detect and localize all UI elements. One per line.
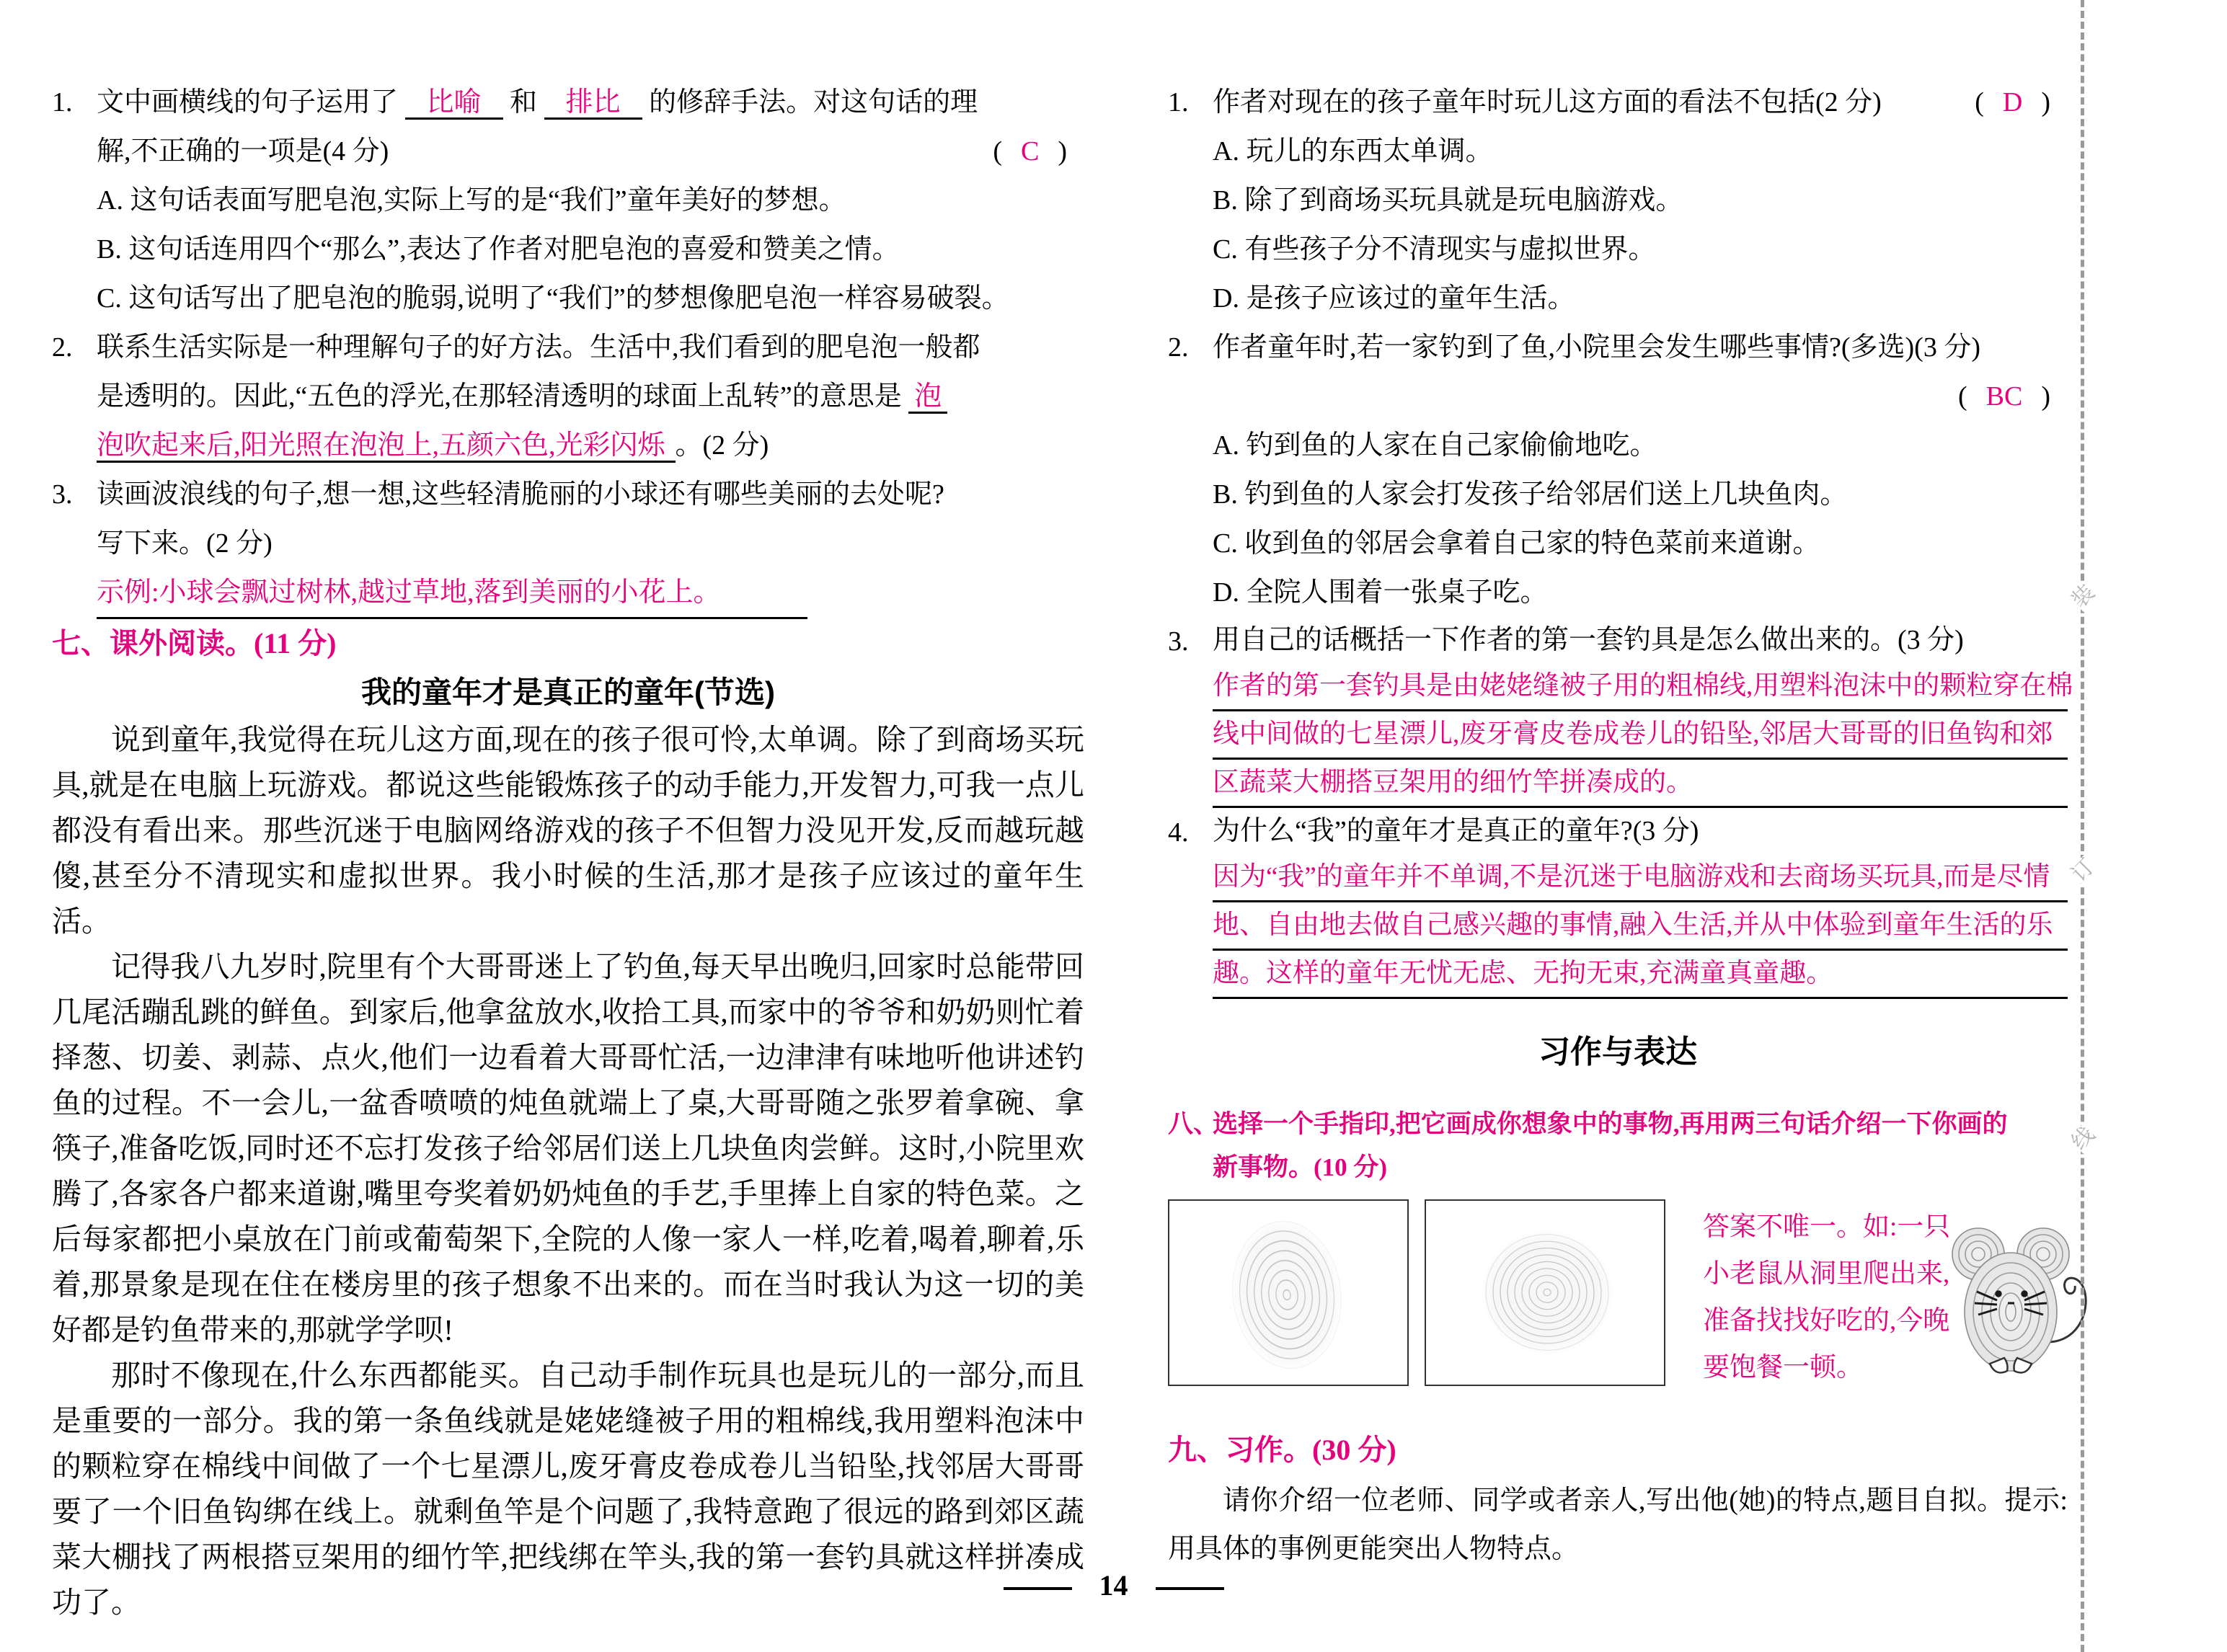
section-7-header: 七、课外阅读。(11 分) [52, 627, 337, 660]
passage-paragraph-3: 那时不像现在,什么东西都能买。自己动手制作玩具也是玩儿的一部分,而且是重要的一部分。我的第一条鱼线就是姥姥缝被子用的粗棉线,我用塑料泡沫中的颗粒穿在棉线中间做了一个七星漂儿,废牙膏皮卷成卷儿当铅坠,找邻居大哥哥要了一个旧鱼钩绑在线上。就剩鱼竿是个问题了,我特意跑了很远的路到郊区蔬菜大棚找了两根搭豆架用的细竹竿,把线绑在竿头,我的第一套钓具就这样拼凑成功了。 [52, 1359, 1084, 1619]
stem-text: 的修辞手法。对这句话的理 [649, 87, 978, 117]
left-column [52, 78, 1084, 1625]
note-line: 准备找找好吃的,今晚 [1703, 1306, 1950, 1336]
question-number: 3. [52, 479, 73, 510]
option-a: A. 这句话表面写肥皂泡,实际上写的是“我们”童年美好的梦想。 [97, 185, 846, 216]
answer-bracket [1213, 372, 2068, 421]
question-line [97, 127, 1084, 176]
reading-question-1 [1168, 78, 2068, 323]
answer-line [97, 568, 1084, 619]
option-d: D. 是孩子应该过的童年生活。 [1213, 283, 1575, 314]
stem-text: 文中画横线的句子运用了 [97, 87, 399, 117]
question-2 [52, 323, 1084, 470]
answer-text: 泡吹起来后,阳光照在泡泡上,五颜六色,光彩闪烁 [97, 430, 676, 463]
paren: ( [1975, 87, 1984, 117]
answer-letter: BC [1985, 381, 2023, 412]
binding-mark-ding: 订 [2068, 848, 2106, 886]
option-c: C. 这句话写出了肥皂泡的脆弱,说明了“我们”的梦想像肥皂泡一样容易破裂。 [97, 283, 1009, 314]
question-9-body: 请你介绍一位老师、同学或者亲人,写出他(她)的特点,题目自拟。提示:用具体的事例更能突出人物特点。 [1168, 1486, 2068, 1564]
paren: ( [1957, 381, 1967, 412]
passage-paragraph-2: 记得我八九岁时,院里有个大哥哥迷上了钓鱼,每天早出晚归,回家时总能带回几尾活蹦乱跳的鲜鱼。到家后,他拿盆放水,收拾工具,而家中的爷爷和奶奶则忙着择葱、切姜、剥蒜、点火,他们一边看着大哥哥忙活,一边津津有味地听他讲述钓鱼的过程。不一会儿,一盆香喷喷的炖鱼就端上了桌,大哥哥随之张罗着拿碗、拿筷子,准备吃饭,同时还不忘打发孩子给邻居们送上几块鱼肉尝鲜。这时,小院里欢腾了,各家各户都来道谢,嘴里夸奖着奶奶炖鱼的手艺,手里捧上自家的特色菜。之后每家都把小桌放在门前或葡萄架下,全院的人像一家人一样,吃着,喝着,聊着,乐着,那景象是现在住在楼房里的孩子想象不出来的。而在当时我认为这一切的美好都是钓鱼带来的,那就学学呗! [52, 950, 1084, 1346]
question-line: 选择一个手指印,把它画成你想象中的事物,再用两三句话介绍一下你画的 [1213, 1110, 2008, 1138]
option-c: C. 有些孩子分不清现实与虚拟世界。 [1213, 234, 1656, 265]
fingerprint-activity-area [1168, 1199, 2068, 1405]
note-line: 小老鼠从洞里爬出来, [1703, 1259, 1950, 1289]
fingerprint-box-1 [1168, 1199, 1409, 1386]
option-c: C. 收到鱼的邻居会拿着自己家的特色菜前来道谢。 [1213, 528, 1820, 559]
reading-question-4 [1168, 808, 2068, 999]
question-line: 新事物。(10 分) [1213, 1153, 1388, 1181]
question-9 [1168, 1426, 2068, 1573]
question-line: 写下来。(2 分) [97, 528, 273, 559]
answer-blank: 比喻 [405, 87, 503, 120]
footer-dash [1004, 1587, 1072, 1590]
fingerprint-box-2 [1425, 1199, 1665, 1386]
stem-text: 解,不正确的一项是(4 分) [97, 136, 389, 166]
option-b: B. 除了到商场买玩具就是玩电脑游戏。 [1213, 185, 1683, 216]
question-line: 作者童年时,若一家钓到了鱼,小院里会发生哪些事情?(多选)(3 分) [1213, 332, 1980, 363]
question-line [97, 78, 1084, 127]
writing-section-header: 习作与表达 [1538, 1034, 1697, 1070]
question-number: 八、 [1168, 1110, 1219, 1138]
answer-bracket [993, 127, 1067, 176]
paren: ) [2041, 87, 2050, 117]
question-9-title: 九、习作。(30 分) [1168, 1434, 1396, 1466]
question-1 [52, 78, 1084, 323]
answer-line: 线中间做的七星漂儿,废牙膏皮卷成卷儿的铅坠,邻居大哥哥的旧鱼钩和郊 [1213, 711, 2068, 760]
note-line: 要饱餐一顿。 [1703, 1353, 1863, 1382]
question-line [97, 421, 1084, 470]
question-number: 4. [1168, 817, 1189, 848]
paren: ) [2041, 381, 2050, 412]
question-line: 联系生活实际是一种理解句子的好方法。生活中,我们看到的肥皂泡一般都 [97, 332, 980, 363]
answer-bracket [1975, 78, 2050, 127]
right-column [1168, 78, 2073, 1573]
question-8 [1168, 1103, 2068, 1189]
question-line: 为什么“我”的童年才是真正的童年?(3 分) [1213, 816, 1699, 846]
option-b: B. 这句话连用四个“那么”,表达了作者对肥皂泡的喜爱和赞美之情。 [97, 234, 900, 265]
question-line: 读画波浪线的句子,想一想,这些轻清脆丽的小球还有哪些美丽的去处呢? [97, 479, 944, 510]
answer-line: 因为“我”的童年并不单调,不是沉迷于电脑游戏和去商场买玩具,而是尽情 [1213, 854, 2068, 902]
passage-title: 我的童年才是真正的童年(节选) [361, 675, 775, 709]
fingerprint-mouse-illustration [1934, 1220, 2099, 1385]
question-number: 2. [52, 332, 73, 363]
binding-mark-zhuang: 装 [2068, 574, 2106, 612]
answer-letter: D [2002, 87, 2023, 117]
page-number: 14 [1099, 1569, 1128, 1602]
answer-letter: C [1020, 136, 1040, 166]
option-d: D. 全院人围着一张桌子吃。 [1213, 577, 1548, 608]
answer-line: 趣。这样的童年无忧无虑、无拘无束,充满童真童趣。 [1213, 951, 2068, 999]
question-number: 1. [1168, 87, 1189, 117]
answer-line: 作者的第一套钓具是由姥姥缝被子用的粗棉线,用塑料泡沫中的颗粒穿在棉 [1213, 663, 2068, 711]
question-number: 2. [1168, 332, 1189, 363]
fingerprint-icon [1478, 1227, 1616, 1358]
passage-paragraph-1: 说到童年,我觉得在玩儿这方面,现在的孩子很可怜,太单调。除了到商场买玩具,就是在电脑上玩游戏。都说这些能锻炼孩子的动手能力,开发智力,可我一点儿都没有看出来。那些沉迷于电脑网络游戏的孩子不但智力没见开发,反而越玩越傻,甚至分不清现实和虚拟世界。我小时候的生活,那才是孩子应该过的童年生活。 [52, 723, 1084, 938]
stem-text: 作者对现在的孩子童年时玩儿这方面的看法不包括(2 分) [1213, 87, 1882, 117]
fingerprint-icon [1224, 1215, 1350, 1375]
question-line [97, 372, 1084, 421]
question-line: 用自己的话概括一下作者的第一套钓具是怎么做出来的。(3 分) [1213, 625, 1964, 655]
question-line [1213, 78, 2068, 127]
option-a: A. 钓到鱼的人家在自己家偷偷地吃。 [1213, 430, 1657, 461]
answer-line: 区蔬菜大棚搭豆架用的细竹竿拼凑成的。 [1213, 760, 2068, 808]
sample-answer-note [1703, 1204, 1951, 1391]
reading-passage [52, 717, 1084, 1625]
page-footer [0, 1568, 2227, 1602]
binding-mark-xian: 线 [2068, 1116, 2106, 1154]
answer-blank: 排比 [544, 87, 642, 120]
footer-dash [1156, 1587, 1224, 1590]
answer-line: 地、自由地去做自己感兴趣的事情,融入生活,并从中体验到童年生活的乐 [1213, 902, 2068, 951]
stem-text: 和 [510, 87, 538, 117]
paren: ( [993, 136, 1002, 166]
question-number: 3. [1168, 626, 1189, 657]
sample-answer: 示例:小球会飘过树林,越过草地,落到美丽的小花上。 [97, 568, 807, 619]
reading-question-2 [1168, 323, 2068, 617]
note-line: 答案不唯一。如:一只 [1703, 1212, 1951, 1242]
question-3 [52, 470, 1084, 619]
question-number: 1. [52, 87, 73, 117]
mouse-icon [1934, 1220, 2099, 1385]
stem-text: 。(2 分) [675, 430, 769, 461]
option-a: A. 玩儿的东西太单调。 [1213, 136, 1493, 166]
binding-line [2067, 0, 2099, 1652]
answer-blank: 泡 [908, 381, 947, 414]
paren: ) [1058, 136, 1067, 166]
reading-question-3 [1168, 617, 2073, 808]
stem-text: 是透明的。因此,“五色的浮光,在那轻清透明的球面上乱转”的意思是 [97, 381, 902, 412]
option-b: B. 钓到鱼的人家会打发孩子给邻居们送上几块鱼肉。 [1213, 479, 1848, 510]
